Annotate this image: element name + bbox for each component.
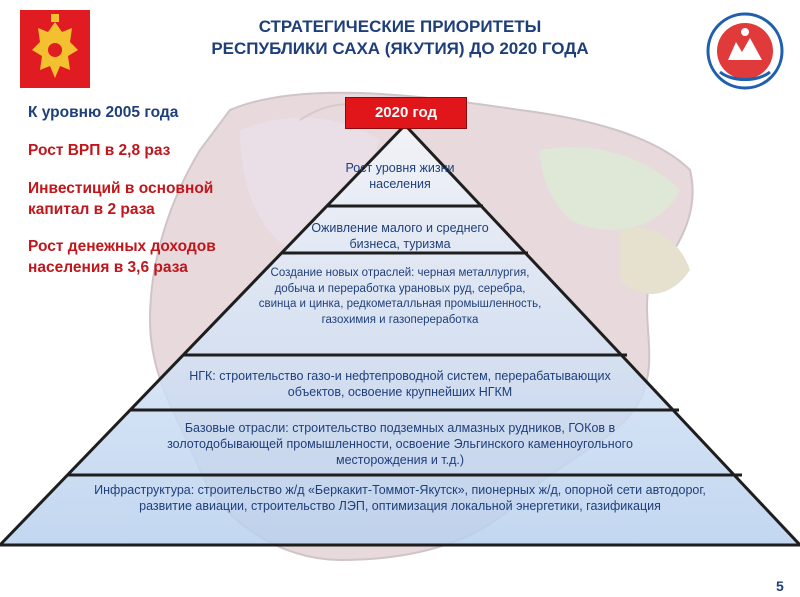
pyramid-level-2: [0, 220, 800, 252]
pyramid-level-3: [0, 266, 800, 328]
left-item-income: Рост денежных доходов населения в 3,6 раза: [28, 238, 216, 276]
pyramid-level-4: [0, 368, 800, 400]
year-badge: 2020 год: [345, 97, 467, 129]
pyramid-level-1: [0, 160, 800, 192]
title-line-2: РЕСПУБЛИКИ САХА (ЯКУТИЯ) ДО 2020 ГОДА: [211, 39, 589, 58]
pyramid-level-5: [0, 420, 800, 468]
level-5-text: Базовые отрасли: строительство подземных алмазных рудников, ГОКов в золотодобывающей промышленности, освоение Эльгинского каменноугольного месторождения и т.д.): [167, 421, 633, 467]
level-1-text: Рост уровня жизни населения: [345, 161, 455, 191]
title-line-1: СТРАТЕГИЧЕСКИЕ ПРИОРИТЕТЫ: [258, 17, 542, 36]
level-4-text: НГК: строительство газо-и нефтепроводной систем, перерабатывающих объектов, освоение крупнейших НГКМ: [189, 369, 611, 399]
left-item-investments: Инвестиций в основной капитал в 2 раза: [28, 180, 214, 218]
left-heading: К уровню 2005 года: [28, 104, 179, 121]
level-6-text: Инфраструктура: строительство ж/д «Беркакит-Томмот-Якутск», пионерных ж/д, опорной сети автодорог, развитие авиации, строительство ЛЭП, оптимизация локальной энергетики, газификация: [94, 483, 706, 513]
pyramid-level-6: [0, 482, 800, 514]
page-number: 5: [776, 578, 784, 594]
level-2-text: Оживление малого и среднего бизнеса, туризма: [311, 221, 489, 251]
left-item-vrp: Рост ВРП в 2,8 раз: [28, 142, 171, 159]
level-3-text: Создание новых отраслей: черная металлургия, добыча и переработка урановых руд, серебра, свинца и цинка, редкометалльная промышленность, газохимия и газопереработка: [258, 267, 542, 326]
